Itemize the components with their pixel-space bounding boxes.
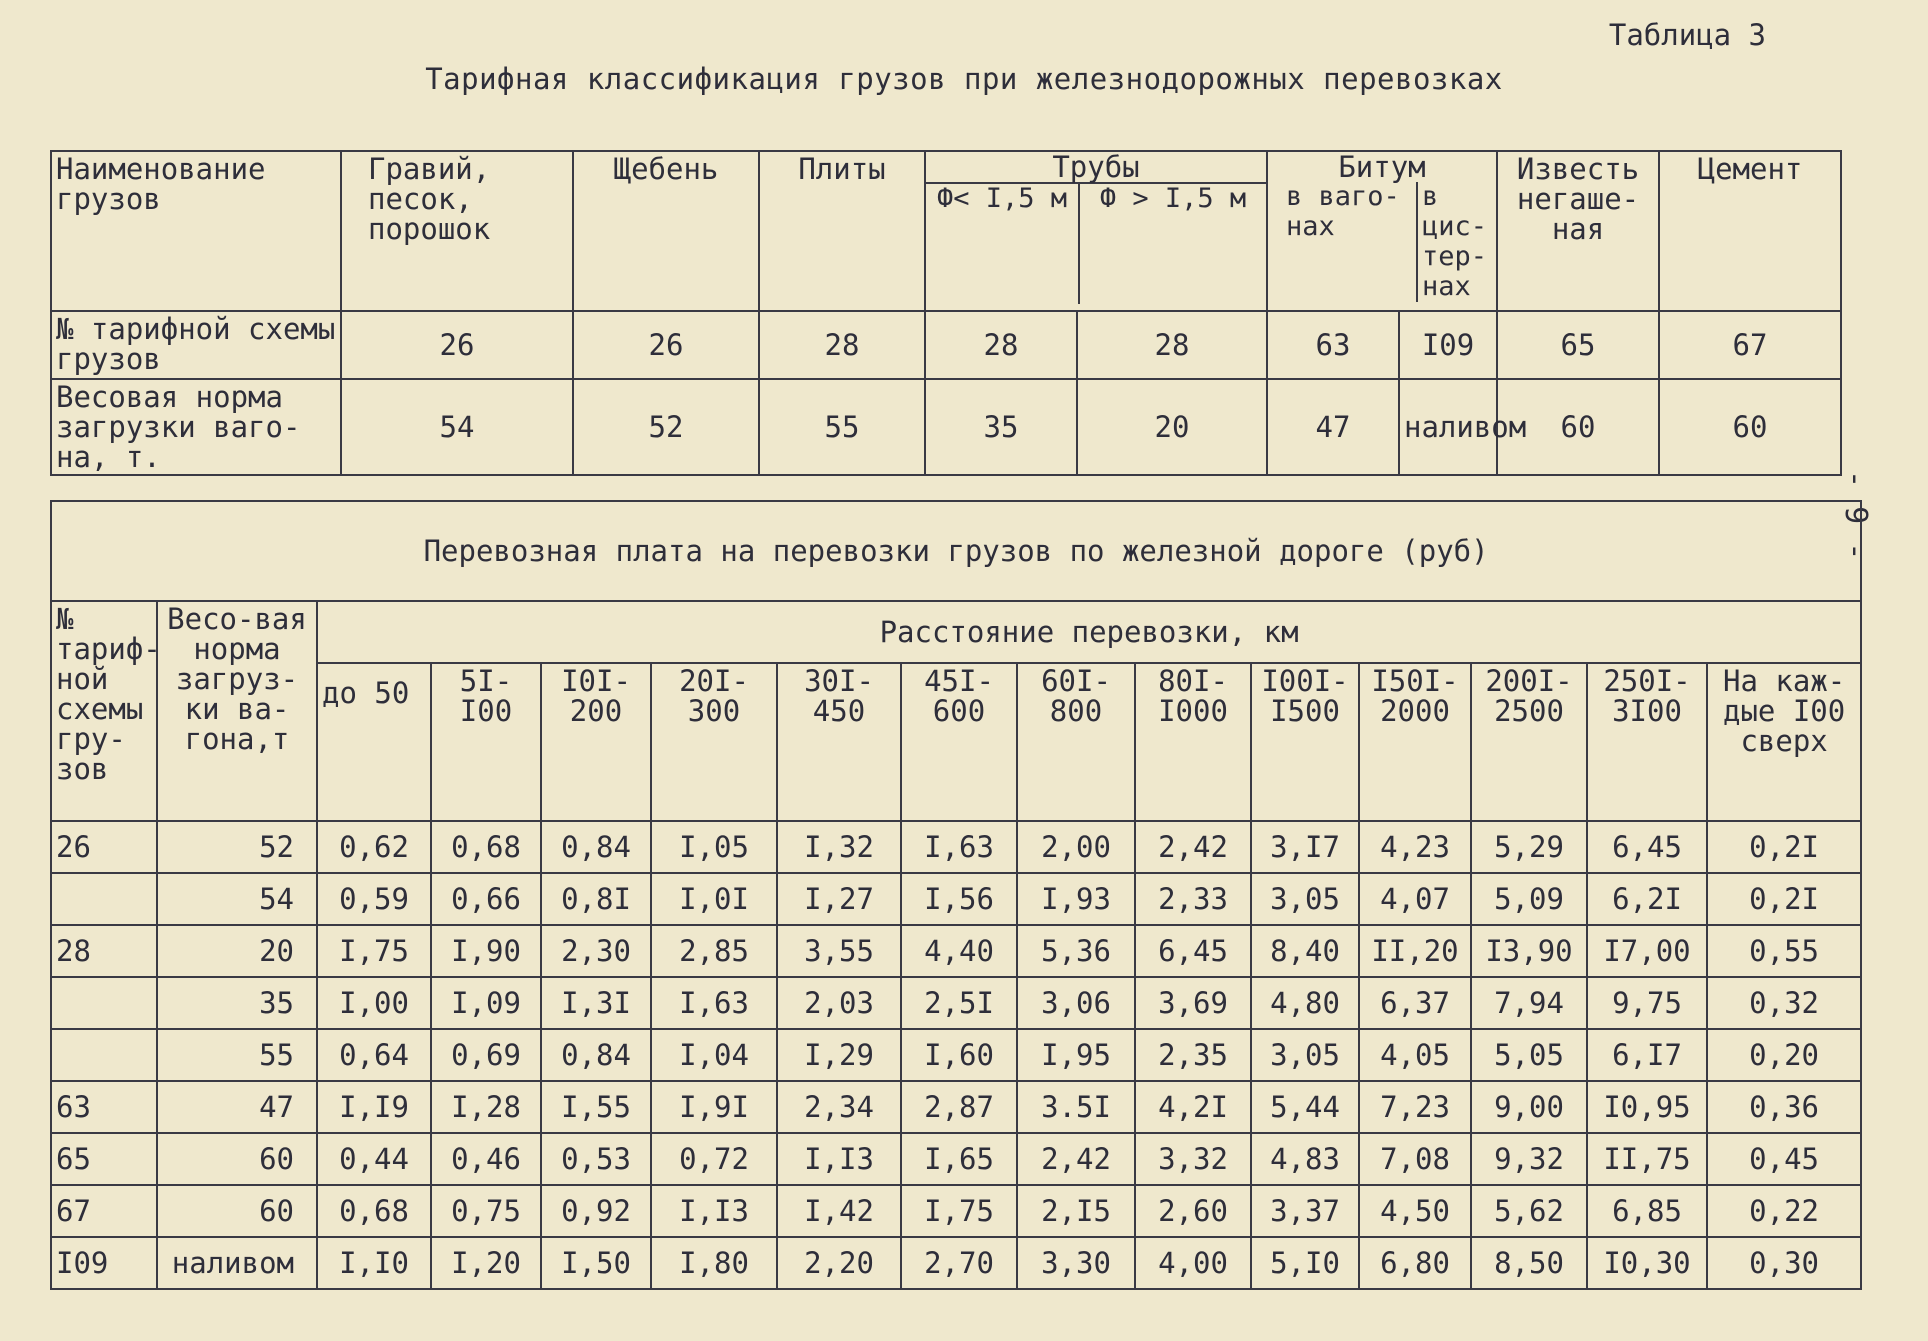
fee-value-cell: 5,62	[1471, 1185, 1587, 1237]
fee-value-cell: 0,75	[431, 1185, 541, 1237]
fee-value-cell: 4,40	[901, 925, 1017, 977]
fee-value-cell: I,63	[651, 977, 777, 1029]
weight-norm-row	[51, 379, 1841, 475]
tariff-scheme-cell: I09	[51, 1237, 157, 1289]
tariff-scheme-cell	[51, 873, 157, 925]
distance-range-header: до 50	[317, 663, 431, 821]
fee-value-cell: 0,45	[1707, 1133, 1861, 1185]
weight-norm-cell: 60	[157, 1133, 317, 1185]
fee-value-cell: 5,44	[1251, 1081, 1359, 1133]
weight-cell: 60	[1659, 379, 1841, 475]
fee-value-cell: 0,30	[1707, 1237, 1861, 1289]
fee-value-cell: I,63	[901, 821, 1017, 873]
pipes-small-diameter: Ф< I,5 м	[926, 184, 1080, 304]
crushed-stone-header: Щебень	[573, 151, 759, 311]
tariff-scheme-row	[51, 311, 1841, 379]
fee-value-cell: I,20	[431, 1237, 541, 1289]
page-number: - 9 -	[1838, 470, 1873, 561]
fee-value-cell: I,93	[1017, 873, 1135, 925]
table-row	[51, 977, 1861, 1029]
fee-value-cell: 2,5I	[901, 977, 1017, 1029]
fee-value-cell: 0,66	[431, 873, 541, 925]
pipes-large-diameter: Ф > I,5 м	[1099, 183, 1247, 214]
tariff-scheme-cell: 67	[51, 1185, 157, 1237]
weight-norm-cell: 60	[157, 1185, 317, 1237]
scheme-cell: 63	[1267, 311, 1399, 379]
document-title: Тарифная классификация грузов при железнодорожных перевозках	[425, 62, 1503, 96]
fee-value-cell: 8,40	[1251, 925, 1359, 977]
fee-value-cell: 9,32	[1471, 1133, 1587, 1185]
gravel-header: Гравий, песок, порошок	[341, 151, 573, 311]
cement-header: Цемент	[1659, 151, 1841, 311]
fee-value-cell: 4,00	[1135, 1237, 1251, 1289]
tariff-scheme-cell: 26	[51, 821, 157, 873]
scheme-cell: 28	[1077, 311, 1267, 379]
table-row	[51, 1185, 1861, 1237]
scheme-cell: 26	[341, 311, 573, 379]
fee-value-cell: 7,08	[1359, 1133, 1471, 1185]
weight-cell: 35	[925, 379, 1077, 475]
fee-value-cell: 2,35	[1135, 1029, 1251, 1081]
tariff-scheme-label: № тарифной схемы грузов	[51, 311, 341, 379]
fee-value-cell: 0,46	[431, 1133, 541, 1185]
fee-value-cell: I,75	[901, 1185, 1017, 1237]
fee-value-cell: 3,37	[1251, 1185, 1359, 1237]
fee-value-cell: 2,33	[1135, 873, 1251, 925]
distance-range-header: 250I-3I00	[1587, 663, 1707, 821]
fee-value-cell: 0,69	[431, 1029, 541, 1081]
fee-value-cell: 9,00	[1471, 1081, 1587, 1133]
fee-value-cell: 2,I5	[1017, 1185, 1135, 1237]
fee-value-cell: I,29	[777, 1029, 901, 1081]
scheme-cell: 28	[759, 311, 925, 379]
bitumen-header	[1267, 151, 1497, 311]
fee-value-cell: 6,85	[1587, 1185, 1707, 1237]
weight-cell: 55	[759, 379, 925, 475]
weight-norm-cell: 54	[157, 873, 317, 925]
weight-cell: 20	[1077, 379, 1267, 475]
table-row	[51, 925, 1861, 977]
table-row	[51, 1237, 1861, 1289]
fee-value-cell: 3,55	[777, 925, 901, 977]
fee-value-cell: 4,80	[1251, 977, 1359, 1029]
fee-value-cell: I,09	[431, 977, 541, 1029]
fee-value-cell: 4,05	[1359, 1029, 1471, 1081]
tariff-scheme-cell	[51, 977, 157, 1029]
fee-value-cell: I,I3	[777, 1133, 901, 1185]
distance-header: Расстояние перевозки, км	[317, 601, 1861, 663]
pipes-label: Трубы	[1052, 150, 1140, 184]
fee-value-cell: 2,60	[1135, 1185, 1251, 1237]
distance-range-header: I50I-2000	[1359, 663, 1471, 821]
table-row	[51, 1081, 1861, 1133]
fee-value-cell: I,27	[777, 873, 901, 925]
fee-value-cell: 5,I0	[1251, 1237, 1359, 1289]
fee-value-cell: I,60	[901, 1029, 1017, 1081]
weight-norm-cell: 47	[157, 1081, 317, 1133]
fee-value-cell: 0,8I	[541, 873, 651, 925]
table-row	[51, 1029, 1861, 1081]
scheme-cell: 26	[573, 311, 759, 379]
fee-value-cell: 6,45	[1135, 925, 1251, 977]
freight-fee-table	[50, 500, 1862, 1290]
table-row	[51, 873, 1861, 925]
fee-value-cell: 2,30	[541, 925, 651, 977]
fee-value-cell: 3,06	[1017, 977, 1135, 1029]
fee-value-cell: 6,80	[1359, 1237, 1471, 1289]
fee-value-cell: 4,50	[1359, 1185, 1471, 1237]
table-row	[51, 821, 1861, 873]
fee-value-cell: 4,23	[1359, 821, 1471, 873]
fee-value-cell: 0,68	[431, 821, 541, 873]
fee-value-cell: 6,45	[1587, 821, 1707, 873]
fee-value-cell: 6,I7	[1587, 1029, 1707, 1081]
fee-value-cell: II,75	[1587, 1133, 1707, 1185]
fee-value-cell: I,0I	[651, 873, 777, 925]
weight-norm-label: Весовая норма загрузки ваго-на, т.	[51, 379, 341, 475]
lime-header: Известь негаше-ная	[1497, 151, 1659, 311]
fee-value-cell: I,I3	[651, 1185, 777, 1237]
scheme-cell: I09	[1399, 311, 1497, 379]
fee-value-cell: 2,00	[1017, 821, 1135, 873]
fee-value-cell: 2,85	[651, 925, 777, 977]
fee-value-cell: 0,2I	[1707, 821, 1861, 873]
weight-norm-cell: 35	[157, 977, 317, 1029]
fee-value-cell: 7,94	[1471, 977, 1587, 1029]
fee-value-cell: 0,84	[541, 1029, 651, 1081]
fee-value-cell: I,42	[777, 1185, 901, 1237]
fee-value-cell: 3,I7	[1251, 821, 1359, 873]
fee-value-cell: 9,75	[1587, 977, 1707, 1029]
fee-value-cell: 2,42	[1017, 1133, 1135, 1185]
fee-value-cell: 5,05	[1471, 1029, 1587, 1081]
distance-range-header: На каж-дые I00 сверх	[1707, 663, 1861, 821]
fee-value-cell: I,00	[317, 977, 431, 1029]
fee-value-cell: 3,69	[1135, 977, 1251, 1029]
fee-value-cell: 0,92	[541, 1185, 651, 1237]
fee-value-cell: 2,03	[777, 977, 901, 1029]
fee-value-cell: 7,23	[1359, 1081, 1471, 1133]
fee-value-cell: 0,64	[317, 1029, 431, 1081]
distance-range-header: I0I-200	[541, 663, 651, 821]
fee-value-cell: I,3I	[541, 977, 651, 1029]
fee-value-cell: 8,50	[1471, 1237, 1587, 1289]
bitumen-label: Битум	[1338, 150, 1426, 184]
fee-value-cell: 0,2I	[1707, 873, 1861, 925]
pipes-header	[925, 151, 1267, 311]
fee-value-cell: I,95	[1017, 1029, 1135, 1081]
tariff-scheme-cell	[51, 1029, 157, 1081]
scheme-cell: 67	[1659, 311, 1841, 379]
tariff-scheme-col-header: № тариф-ной схемы гру-зов	[51, 601, 157, 821]
weight-cell: 54	[341, 379, 573, 475]
fee-value-cell: 0,36	[1707, 1081, 1861, 1133]
table-row	[51, 1133, 1861, 1185]
fee-value-cell: 0,62	[317, 821, 431, 873]
distance-range-header: I00I-I500	[1251, 663, 1359, 821]
fee-value-cell: 0,59	[317, 873, 431, 925]
distance-range-header: 80I-I000	[1135, 663, 1251, 821]
fee-value-cell: 0,72	[651, 1133, 777, 1185]
fee-value-cell: 5,36	[1017, 925, 1135, 977]
fee-value-cell: 0,53	[541, 1133, 651, 1185]
bitumen-in-wagons: в ваго-нах	[1286, 181, 1400, 242]
fee-value-cell: I,04	[651, 1029, 777, 1081]
fee-value-cell: 3,32	[1135, 1133, 1251, 1185]
weight-cell: наливом	[1399, 379, 1497, 475]
cargo-classification-table	[50, 150, 1842, 476]
fee-value-cell: 4,83	[1251, 1133, 1359, 1185]
fee-value-cell: I,05	[651, 821, 777, 873]
fee-value-cell: I,65	[901, 1133, 1017, 1185]
fee-table-caption: Перевозная плата на перевозки грузов по железной дороге (руб)	[51, 501, 1861, 601]
fee-value-cell: 3,05	[1251, 873, 1359, 925]
fee-value-cell: 2,20	[777, 1237, 901, 1289]
fee-value-cell: I0,30	[1587, 1237, 1707, 1289]
weight-norm-cell: 55	[157, 1029, 317, 1081]
fee-value-cell: 2,42	[1135, 821, 1251, 873]
distance-range-header: 45I-600	[901, 663, 1017, 821]
fee-value-cell: I,90	[431, 925, 541, 977]
fee-value-cell: I,I0	[317, 1237, 431, 1289]
fee-value-cell: 0,55	[1707, 925, 1861, 977]
fee-value-cell: 0,84	[541, 821, 651, 873]
tariff-scheme-cell: 65	[51, 1133, 157, 1185]
weight-cell: 52	[573, 379, 759, 475]
cargo-name-header: Наименование грузов	[51, 151, 341, 311]
fee-value-cell: I,80	[651, 1237, 777, 1289]
weight-norm-cell: 52	[157, 821, 317, 873]
fee-value-cell: I3,90	[1471, 925, 1587, 977]
distance-range-header: 5I-I00	[431, 663, 541, 821]
fee-value-cell: 4,2I	[1135, 1081, 1251, 1133]
fee-value-cell: 5,29	[1471, 821, 1587, 873]
fee-value-cell: 2,70	[901, 1237, 1017, 1289]
fee-value-cell: 2,87	[901, 1081, 1017, 1133]
distance-range-header: 30I-450	[777, 663, 901, 821]
fee-value-cell: I,I9	[317, 1081, 431, 1133]
weight-cell: 47	[1267, 379, 1399, 475]
fee-value-cell: 6,2I	[1587, 873, 1707, 925]
fee-value-cell: I,55	[541, 1081, 651, 1133]
fee-value-cell: 6,37	[1359, 977, 1471, 1029]
fee-value-cell: I,32	[777, 821, 901, 873]
bitumen-in-tanks: в цис-тер-нах	[1416, 182, 1496, 302]
fee-value-cell: I,28	[431, 1081, 541, 1133]
fee-value-cell: 2,34	[777, 1081, 901, 1133]
weight-cell: 60	[1497, 379, 1659, 475]
fee-value-cell: 3,05	[1251, 1029, 1359, 1081]
fee-value-cell: 0,68	[317, 1185, 431, 1237]
fee-value-cell: I0,95	[1587, 1081, 1707, 1133]
fee-value-cell: 0,32	[1707, 977, 1861, 1029]
fee-value-cell: 0,20	[1707, 1029, 1861, 1081]
distance-range-header: 200I-2500	[1471, 663, 1587, 821]
fee-value-cell: I7,00	[1587, 925, 1707, 977]
fee-value-cell: 3.5I	[1017, 1081, 1135, 1133]
scheme-cell: 28	[925, 311, 1077, 379]
fee-value-cell: 3,30	[1017, 1237, 1135, 1289]
distance-range-header: 60I-800	[1017, 663, 1135, 821]
scheme-cell: 65	[1497, 311, 1659, 379]
fee-value-cell: I,50	[541, 1237, 651, 1289]
fee-value-cell: 4,07	[1359, 873, 1471, 925]
tariff-scheme-cell: 28	[51, 925, 157, 977]
distance-range-header: 20I-300	[651, 663, 777, 821]
fee-value-cell: I,9I	[651, 1081, 777, 1133]
weight-norm-cell: 20	[157, 925, 317, 977]
fee-value-cell: I,56	[901, 873, 1017, 925]
table-label: Таблица 3	[1608, 18, 1766, 52]
slabs-header: Плиты	[759, 151, 925, 311]
fee-value-cell: 5,09	[1471, 873, 1587, 925]
weight-norm-col-header: Весо-вая норма загруз-ки ва-гона,т	[157, 601, 317, 821]
fee-value-cell: 0,44	[317, 1133, 431, 1185]
weight-norm-cell: наливом	[157, 1237, 317, 1289]
fee-value-cell: II,20	[1359, 925, 1471, 977]
fee-value-cell: I,75	[317, 925, 431, 977]
fee-value-cell: 0,22	[1707, 1185, 1861, 1237]
tariff-scheme-cell: 63	[51, 1081, 157, 1133]
